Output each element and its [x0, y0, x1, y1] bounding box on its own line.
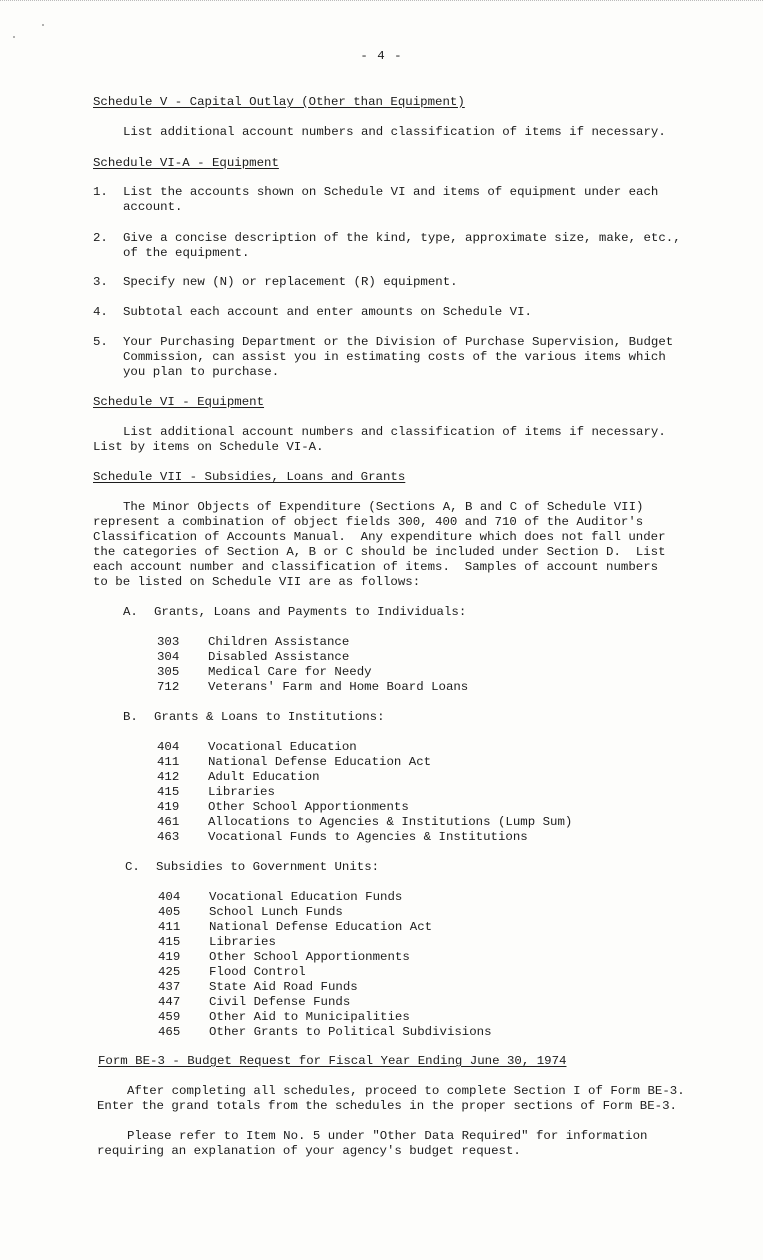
account-name: Other School Apportionments [208, 800, 409, 814]
schedule-v-text: List additional account numbers and classification of items if necessary. [123, 125, 666, 139]
section-title: Grants & Loans to Institutions: [154, 710, 385, 724]
account-name: State Aid Road Funds [209, 980, 358, 994]
account-name: Libraries [209, 935, 276, 949]
account-name: National Defense Education Act [209, 920, 433, 934]
schedule-v-heading: Schedule V - Capital Outlay (Other than Equipment) [93, 95, 465, 109]
account-name: Vocational Education Funds [209, 890, 403, 904]
account-name: Disabled Assistance [208, 650, 350, 664]
list-item-line: Subtotal each account and enter amounts on Schedule VI. [123, 305, 532, 319]
account-code: 437 [158, 980, 181, 994]
account-code: 415 [157, 785, 180, 799]
list-item-line: Your Purchasing Department or the Division of Purchase Supervision, Budget [123, 335, 674, 349]
account-code: 463 [157, 830, 180, 844]
schedule-vii-intro: Classification of Accounts Manual. Any expenditure which does not fall under [93, 530, 666, 544]
form-be3-text: Please refer to Item No. 5 under "Other Data Required" for information [127, 1129, 648, 1143]
schedule-vi-text: List by items on Schedule VI-A. [93, 440, 324, 454]
account-name: Other Grants to Political Subdivisions [209, 1025, 492, 1039]
account-name: Vocational Education [208, 740, 357, 754]
account-code: 303 [157, 635, 180, 649]
schedule-vi-heading: Schedule VI - Equipment [93, 395, 265, 409]
account-name: Medical Care for Needy [208, 665, 372, 679]
account-code: 425 [158, 965, 181, 979]
account-name: Other Aid to Municipalities [209, 1010, 410, 1024]
account-code: 461 [157, 815, 180, 829]
section-letter: B. [123, 710, 138, 724]
list-item-number: 2. [93, 231, 108, 245]
account-code: 411 [158, 920, 181, 934]
account-name: Adult Education [208, 770, 320, 784]
form-be3-text: After completing all schedules, proceed to complete Section I of Form BE-3. [127, 1084, 685, 1098]
section-letter: A. [123, 605, 138, 619]
section-letter: C. [125, 860, 140, 874]
account-code: 419 [157, 800, 180, 814]
account-code: 712 [157, 680, 180, 694]
account-code: 412 [157, 770, 180, 784]
account-name: Children Assistance [208, 635, 350, 649]
form-be3-text: Enter the grand totals from the schedules in the proper sections of Form BE-3. [97, 1099, 677, 1113]
account-code: 411 [157, 755, 180, 769]
account-name: Vocational Funds to Agencies & Institutions [208, 830, 528, 844]
account-code: 305 [157, 665, 180, 679]
section-title: Subsidies to Government Units: [156, 860, 380, 874]
page-number: - 4 - [360, 49, 403, 63]
list-item-line: account. [123, 200, 183, 214]
list-item-number: 5. [93, 335, 108, 349]
list-item-number: 1. [93, 185, 108, 199]
account-code: 465 [158, 1025, 181, 1039]
account-code: 415 [158, 935, 181, 949]
schedule-vii-intro: represent a combination of object fields 300, 400 and 710 of the Auditor's [93, 515, 644, 529]
schedule-vii-intro: the categories of Section A, B or C should be included under Section D. List [93, 545, 666, 559]
account-name: School Lunch Funds [209, 905, 343, 919]
list-item-number: 3. [93, 275, 108, 289]
list-item-line: Give a concise description of the kind, type, approximate size, make, etc., [123, 231, 681, 245]
account-name: Flood Control [209, 965, 306, 979]
account-name: Libraries [208, 785, 275, 799]
section-title: Grants, Loans and Payments to Individuals: [154, 605, 467, 619]
account-code: 404 [157, 740, 180, 754]
account-name: Veterans' Farm and Home Board Loans [208, 680, 469, 694]
schedule-vii-intro: The Minor Objects of Expenditure (Sections A, B and C of Schedule VII) [123, 500, 644, 514]
list-item-line: Commission, can assist you in estimating costs of the various items which [123, 350, 666, 364]
account-code: 459 [158, 1010, 181, 1024]
account-code: 447 [158, 995, 181, 1009]
account-name: Civil Defense Funds [209, 995, 351, 1009]
page-edge [0, 0, 763, 1]
schedule-vi-a-heading: Schedule VI-A - Equipment [93, 156, 279, 170]
list-item-line: List the accounts shown on Schedule VI and items of equipment under each [123, 185, 659, 199]
form-be3-text: requiring an explanation of your agency's budget request. [97, 1144, 521, 1158]
account-code: 304 [157, 650, 180, 664]
list-item-line: of the equipment. [123, 246, 250, 260]
account-code: 405 [158, 905, 181, 919]
list-item-line: Specify new (N) or replacement (R) equipment. [123, 275, 458, 289]
schedule-vii-intro: to be listed on Schedule VII are as follows: [93, 575, 421, 589]
schedule-vii-heading: Schedule VII - Subsidies, Loans and Grants [93, 470, 406, 484]
form-be3-heading: Form BE-3 - Budget Request for Fiscal Year Ending June 30, 1974 [98, 1054, 567, 1068]
schedule-vi-text: List additional account numbers and classification of items if necessary. [123, 425, 666, 439]
account-code: 419 [158, 950, 181, 964]
list-item-line: you plan to purchase. [123, 365, 280, 379]
scan-speck [42, 24, 44, 26]
list-item-number: 4. [93, 305, 108, 319]
account-name: Other School Apportionments [209, 950, 410, 964]
schedule-vii-intro: each account number and classification of items. Samples of account numbers [93, 560, 659, 574]
account-name: National Defense Education Act [208, 755, 432, 769]
account-code: 404 [158, 890, 181, 904]
account-name: Allocations to Agencies & Institutions (Lump Sum) [208, 815, 573, 829]
scan-speck [13, 36, 15, 38]
